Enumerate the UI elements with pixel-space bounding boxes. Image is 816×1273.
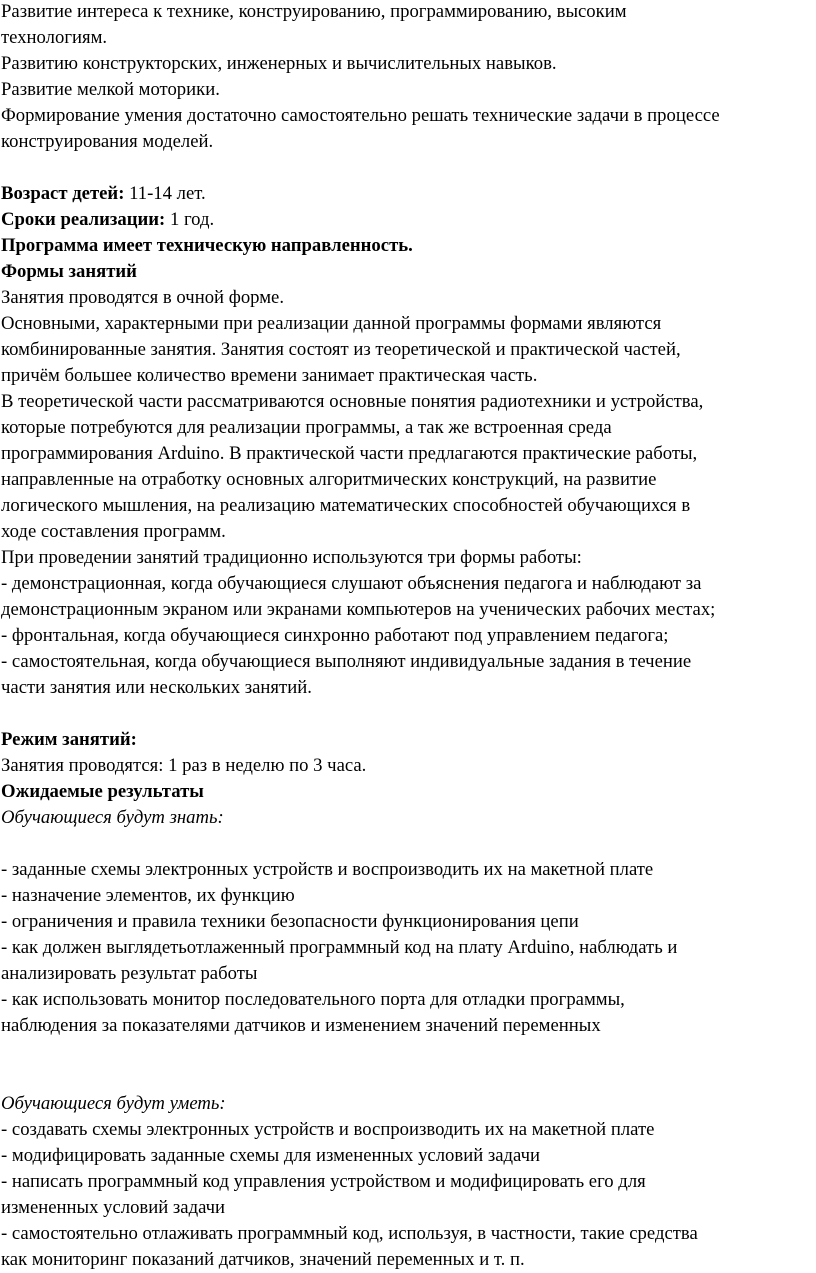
can-item: - модифицировать заданные схемы для измененных условий задачи — [1, 1145, 540, 1166]
schedule-heading: Режим занятий: — [1, 729, 137, 750]
know-item: анализировать результат работы — [1, 963, 258, 984]
forms-heading: Формы занятий — [1, 261, 137, 282]
can-item: измененных условий задачи — [1, 1197, 226, 1218]
age-label: Возраст детей: — [1, 183, 125, 204]
goal-line: технологиям. — [1, 27, 108, 48]
can-item: - написать программный код управления устройством и модифицировать его для — [1, 1171, 646, 1192]
goal-line: конструирования моделей. — [1, 131, 214, 152]
forms-line: - фронтальная, когда обучающиеся синхронно работают под управлением педагога; — [1, 625, 669, 646]
know-heading: Обучающиеся будут знать: — [1, 807, 224, 828]
forms-line: В теоретической части рассматриваются основные понятия радиотехники и устройства, — [1, 391, 704, 412]
goal-line: Развитию конструкторских, инженерных и вычислительных навыков. — [1, 53, 557, 74]
term-row — [1, 207, 816, 233]
forms-line: При проведении занятий традиционно используются три формы работы: — [1, 547, 582, 568]
forms-line: которые потребуются для реализации программы, а так же встроенная среда — [1, 417, 612, 438]
forms-line: логического мышления, на реализацию математических способностей обучающихся в — [1, 495, 691, 516]
results-section — [1, 779, 816, 1273]
forms-line: демонстрационным экраном или экранами компьютеров на ученических рабочих местах; — [1, 599, 716, 620]
forms-line: Занятия проводятся в очной форме. — [1, 287, 285, 308]
schedule-text: Занятия проводятся: 1 раз в неделю по 3 часа. — [1, 755, 367, 776]
schedule-section — [1, 727, 816, 779]
forms-line: части занятия или нескольких занятий. — [1, 677, 312, 698]
can-heading: Обучающиеся будут уметь: — [1, 1093, 226, 1114]
spacer — [1, 155, 816, 181]
forms-line: Основными, характерными при реализации данной программы формами являются — [1, 313, 662, 334]
goal-line: Развитие мелкой моторики. — [1, 79, 220, 100]
goal-line: Развитие интереса к технике, конструированию, программированию, высоким — [1, 1, 627, 22]
forms-line: - демонстрационная, когда обучающиеся слушают объяснения педагога и наблюдают за — [1, 573, 702, 594]
forms-line: причём большее количество времени занимает практическая часть. — [1, 365, 538, 386]
goal-line: Формирование умения достаточно самостоятельно решать технические задачи в процессе — [1, 105, 720, 126]
know-item: наблюдения за показателями датчиков и изменением значений переменных — [1, 1015, 601, 1036]
can-item: - самостоятельно отлаживать программный код, используя, в частности, такие средства — [1, 1223, 698, 1244]
age-row — [1, 181, 816, 207]
can-item: - создавать схемы электронных устройств и воспроизводить их на макетной плате — [1, 1119, 655, 1140]
spacer — [1, 701, 816, 727]
know-item: - как должен выглядетьотлаженный программный код на плату Arduino, наблюдать и — [1, 937, 678, 958]
forms-line: комбинированные занятия. Занятия состоят из теоретической и практической частей, — [1, 339, 681, 360]
know-item: - как использовать монитор последовательного порта для отладки программы, — [1, 989, 625, 1010]
spacer — [1, 831, 816, 857]
know-item: - ограничения и правила техники безопасности функционирования цепи — [1, 911, 579, 932]
know-item: - заданные схемы электронных устройств и воспроизводить их на макетной плате — [1, 859, 654, 880]
know-item: - назначение элементов, их функцию — [1, 885, 295, 906]
results-heading: Ожидаемые результаты — [1, 781, 204, 802]
forms-section — [1, 259, 816, 701]
term-value: 1 год. — [165, 209, 215, 230]
age-value: 11-14 лет. — [124, 183, 206, 204]
direction-statement: Программа имеет техническую направленность. — [1, 235, 413, 256]
forms-line: - самостоятельная, когда обучающиеся выполняют индивидуальные задания в течение — [1, 651, 692, 672]
spacer — [1, 1039, 816, 1091]
forms-line: направленные на отработку основных алгоритмических конструкций, на развитие — [1, 469, 657, 490]
goals-section — [1, 0, 816, 155]
forms-line: программирования Arduino. В практической части предлагаются практические работы, — [1, 443, 698, 464]
can-item: как мониторинг показаний датчиков, значений переменных и т. п. — [1, 1249, 525, 1270]
forms-line: ходе составления программ. — [1, 521, 226, 542]
term-label: Сроки реализации: — [1, 209, 166, 230]
